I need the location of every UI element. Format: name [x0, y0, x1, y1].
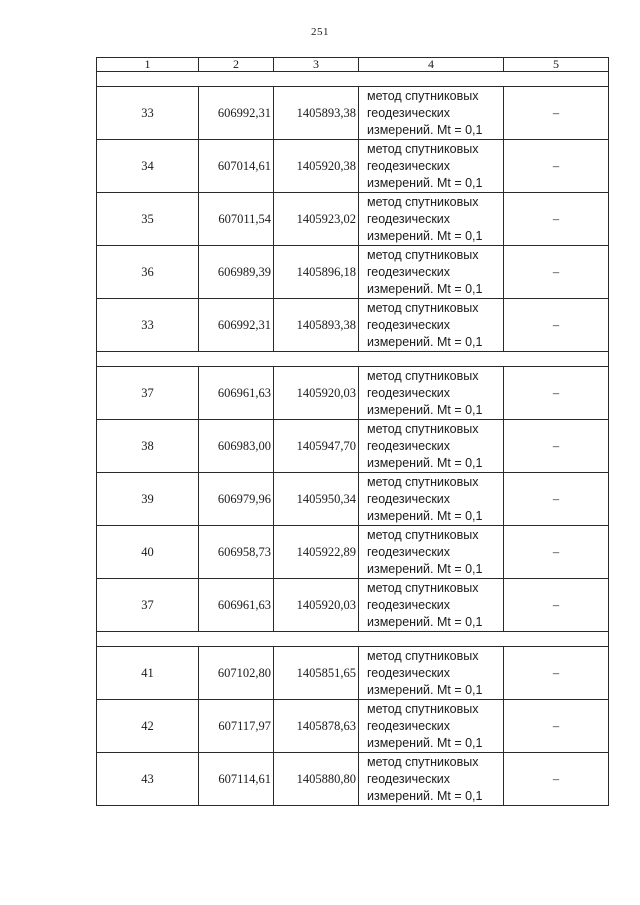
- method-line: измерений. Mt = 0,1: [367, 561, 483, 576]
- y-coordinate-cell: 1405893,38: [274, 299, 359, 352]
- method-line: измерений. Mt = 0,1: [367, 508, 483, 523]
- group-separator-row: [97, 72, 609, 87]
- point-number-cell: 34: [97, 140, 199, 193]
- method-line: геодезических: [367, 211, 451, 226]
- method-cell: [359, 299, 504, 352]
- column-number-row: [97, 58, 609, 72]
- method-line: геодезических: [367, 158, 451, 173]
- method-line: метод спутниковых: [367, 88, 479, 103]
- y-coordinate-cell: 1405920,03: [274, 367, 359, 420]
- point-number-cell: 37: [97, 367, 199, 420]
- method-line: измерений. Mt = 0,1: [367, 682, 483, 697]
- method-cell: [359, 473, 504, 526]
- method-line: геодезических: [367, 771, 451, 786]
- x-coordinate-cell: 607014,61: [199, 140, 274, 193]
- point-number-cell: 40: [97, 526, 199, 579]
- x-coordinate-cell: 606958,73: [199, 526, 274, 579]
- y-coordinate-cell: 1405947,70: [274, 420, 359, 473]
- note-cell: –: [504, 299, 609, 352]
- method-cell: [359, 193, 504, 246]
- y-coordinate-cell: 1405922,89: [274, 526, 359, 579]
- method-line: метод спутниковых: [367, 527, 479, 542]
- method-line: измерений. Mt = 0,1: [367, 122, 483, 137]
- point-number-cell: 43: [97, 753, 199, 806]
- x-coordinate-cell: 606983,00: [199, 420, 274, 473]
- point-number-cell: 41: [97, 647, 199, 700]
- point-number-cell: 33: [97, 299, 199, 352]
- method-line: метод спутниковых: [367, 421, 479, 436]
- table-row: [97, 87, 609, 140]
- method-line: геодезических: [367, 438, 451, 453]
- method-line: геодезических: [367, 264, 451, 279]
- method-line: метод спутниковых: [367, 368, 479, 383]
- coordinates-table: [96, 57, 609, 806]
- x-coordinate-cell: 606961,63: [199, 367, 274, 420]
- method-cell: [359, 246, 504, 299]
- method-cell: [359, 647, 504, 700]
- method-cell: [359, 140, 504, 193]
- method-cell: [359, 526, 504, 579]
- table-row: [97, 246, 609, 299]
- table-row: [97, 367, 609, 420]
- method-cell: [359, 367, 504, 420]
- point-number-cell: 36: [97, 246, 199, 299]
- method-cell: [359, 579, 504, 632]
- note-cell: –: [504, 579, 609, 632]
- method-line: геодезических: [367, 317, 451, 332]
- group-separator-row: [97, 352, 609, 367]
- column-number: 2: [199, 58, 274, 72]
- y-coordinate-cell: 1405896,18: [274, 246, 359, 299]
- method-line: метод спутниковых: [367, 754, 479, 769]
- point-number-cell: 37: [97, 579, 199, 632]
- method-line: метод спутниковых: [367, 300, 479, 315]
- method-line: геодезических: [367, 491, 451, 506]
- group-separator-cell: [97, 632, 609, 647]
- method-line: измерений. Mt = 0,1: [367, 334, 483, 349]
- method-cell: [359, 753, 504, 806]
- y-coordinate-cell: 1405923,02: [274, 193, 359, 246]
- method-line: метод спутниковых: [367, 648, 479, 663]
- method-line: геодезических: [367, 665, 451, 680]
- table-row: [97, 700, 609, 753]
- method-cell: [359, 700, 504, 753]
- y-coordinate-cell: 1405893,38: [274, 87, 359, 140]
- table-row: [97, 473, 609, 526]
- x-coordinate-cell: 606992,31: [199, 87, 274, 140]
- group-separator-row: [97, 632, 609, 647]
- method-line: метод спутниковых: [367, 580, 479, 595]
- y-coordinate-cell: 1405920,03: [274, 579, 359, 632]
- table-row: [97, 647, 609, 700]
- group-separator-cell: [97, 72, 609, 87]
- column-number: 1: [97, 58, 199, 72]
- note-cell: –: [504, 87, 609, 140]
- note-cell: –: [504, 367, 609, 420]
- method-line: измерений. Mt = 0,1: [367, 455, 483, 470]
- method-cell: [359, 420, 504, 473]
- method-line: геодезических: [367, 105, 451, 120]
- x-coordinate-cell: 606989,39: [199, 246, 274, 299]
- method-line: измерений. Mt = 0,1: [367, 175, 483, 190]
- method-line: метод спутниковых: [367, 141, 479, 156]
- method-line: геодезических: [367, 385, 451, 400]
- point-number-cell: 39: [97, 473, 199, 526]
- point-number-cell: 38: [97, 420, 199, 473]
- point-number-cell: 42: [97, 700, 199, 753]
- method-line: измерений. Mt = 0,1: [367, 735, 483, 750]
- method-line: геодезических: [367, 718, 451, 733]
- note-cell: –: [504, 246, 609, 299]
- y-coordinate-cell: 1405880,80: [274, 753, 359, 806]
- method-line: геодезических: [367, 544, 451, 559]
- note-cell: –: [504, 420, 609, 473]
- column-number: 3: [274, 58, 359, 72]
- method-line: метод спутниковых: [367, 247, 479, 262]
- x-coordinate-cell: 607011,54: [199, 193, 274, 246]
- point-number-cell: 33: [97, 87, 199, 140]
- page-number: 251: [311, 26, 329, 38]
- column-number: 4: [359, 58, 504, 72]
- table-row: [97, 526, 609, 579]
- x-coordinate-cell: 607117,97: [199, 700, 274, 753]
- x-coordinate-cell: 607114,61: [199, 753, 274, 806]
- note-cell: –: [504, 473, 609, 526]
- table-row: [97, 140, 609, 193]
- table-row: [97, 579, 609, 632]
- y-coordinate-cell: 1405950,34: [274, 473, 359, 526]
- method-line: измерений. Mt = 0,1: [367, 788, 483, 803]
- note-cell: –: [504, 526, 609, 579]
- x-coordinate-cell: 607102,80: [199, 647, 274, 700]
- column-number: 5: [504, 58, 609, 72]
- note-cell: –: [504, 140, 609, 193]
- coordinates-table-body: [97, 58, 609, 806]
- table-row: [97, 299, 609, 352]
- group-separator-cell: [97, 352, 609, 367]
- method-line: метод спутниковых: [367, 194, 479, 209]
- note-cell: –: [504, 193, 609, 246]
- x-coordinate-cell: 606961,63: [199, 579, 274, 632]
- y-coordinate-cell: 1405851,65: [274, 647, 359, 700]
- method-line: метод спутниковых: [367, 701, 479, 716]
- table-row: [97, 193, 609, 246]
- method-line: метод спутниковых: [367, 474, 479, 489]
- note-cell: –: [504, 700, 609, 753]
- method-line: измерений. Mt = 0,1: [367, 614, 483, 629]
- y-coordinate-cell: 1405920,38: [274, 140, 359, 193]
- x-coordinate-cell: 606979,96: [199, 473, 274, 526]
- y-coordinate-cell: 1405878,63: [274, 700, 359, 753]
- x-coordinate-cell: 606992,31: [199, 299, 274, 352]
- point-number-cell: 35: [97, 193, 199, 246]
- method-line: геодезических: [367, 597, 451, 612]
- table-row: [97, 753, 609, 806]
- method-line: измерений. Mt = 0,1: [367, 281, 483, 296]
- method-line: измерений. Mt = 0,1: [367, 402, 483, 417]
- note-cell: –: [504, 753, 609, 806]
- note-cell: –: [504, 647, 609, 700]
- table-row: [97, 420, 609, 473]
- method-cell: [359, 87, 504, 140]
- method-line: измерений. Mt = 0,1: [367, 228, 483, 243]
